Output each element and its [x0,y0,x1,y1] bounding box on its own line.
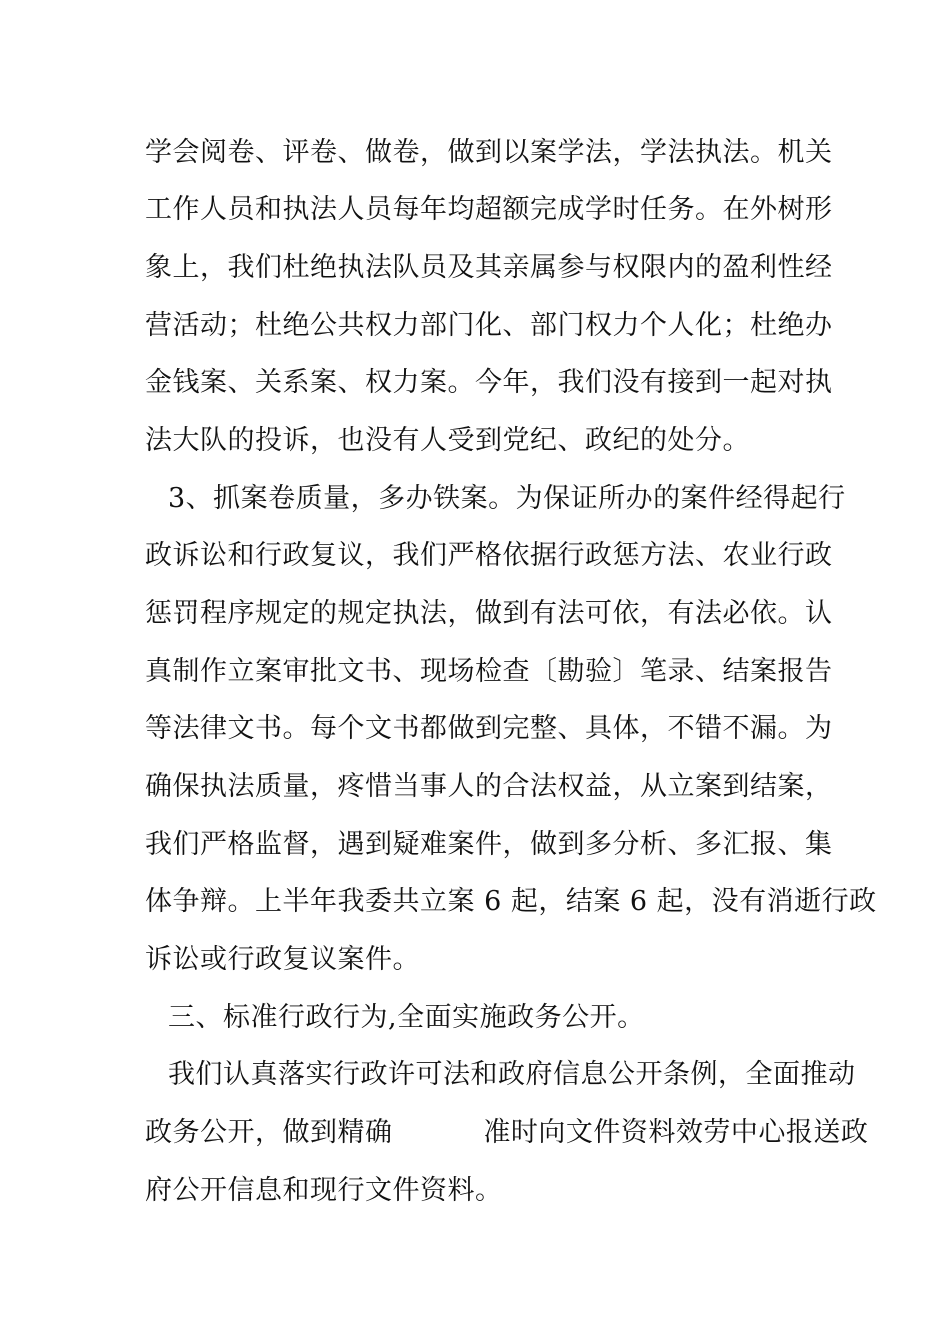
text-line: 法大队的投诉，也没有人受到党纪、政纪的处分。 [145,425,750,456]
text-line: 等法律文书。每个文书都做到完整、具体，不错不漏。为 [145,713,833,744]
text-line: 惩罚程序规定的规定执法，做到有法可依，有法必依。认 [145,598,833,629]
section-heading: 三、标准行政行为,全面实施政务公开。 [168,1002,645,1033]
text-line: 我们严格监督，遇到疑难案件，做到多分析、多汇报、集 [145,829,833,860]
text-line: 府公开信息和现行文件资料。 [145,1175,503,1206]
text-line: 工作人员和执法人员每年均超额完成学时任务。在外树形 [145,194,833,225]
text-line: 政务公开，做到精确 准时向文件资料效劳中心报送政 [145,1117,869,1148]
text-line: 学会阅卷、评卷、做卷，做到以案学法，学法执法。机关 [145,137,833,168]
text-line: 营活动；杜绝公共权力部门化、部门权力个人化；杜绝办 [145,310,833,341]
text-line: 政诉讼和行政复议，我们严格依据行政惩方法、农业行政 [145,540,833,571]
paragraph-start-line: 3、抓案卷质量，多办铁案。为保证所办的案件经得起行 [168,483,846,514]
paragraph-start-line: 我们认真落实行政许可法和政府信息公开条例，全面推动 [168,1059,856,1090]
text-line: 体争辩。上半年我委共立案 6 起，结案 6 起，没有消逝行政 [145,886,877,917]
text-line: 确保执法质量，疼惜当事人的合法权益，从立案到结案， [145,771,833,802]
text-line: 象上，我们杜绝执法队员及其亲属参与权限内的盈利性经 [145,252,833,283]
text-line: 真制作立案审批文书、现场检查〔勘验〕笔录、结案报告 [145,656,833,687]
text-line: 诉讼或行政复议案件。 [145,944,420,975]
text-line: 金钱案、关系案、权力案。今年，我们没有接到一起对执 [145,367,833,398]
